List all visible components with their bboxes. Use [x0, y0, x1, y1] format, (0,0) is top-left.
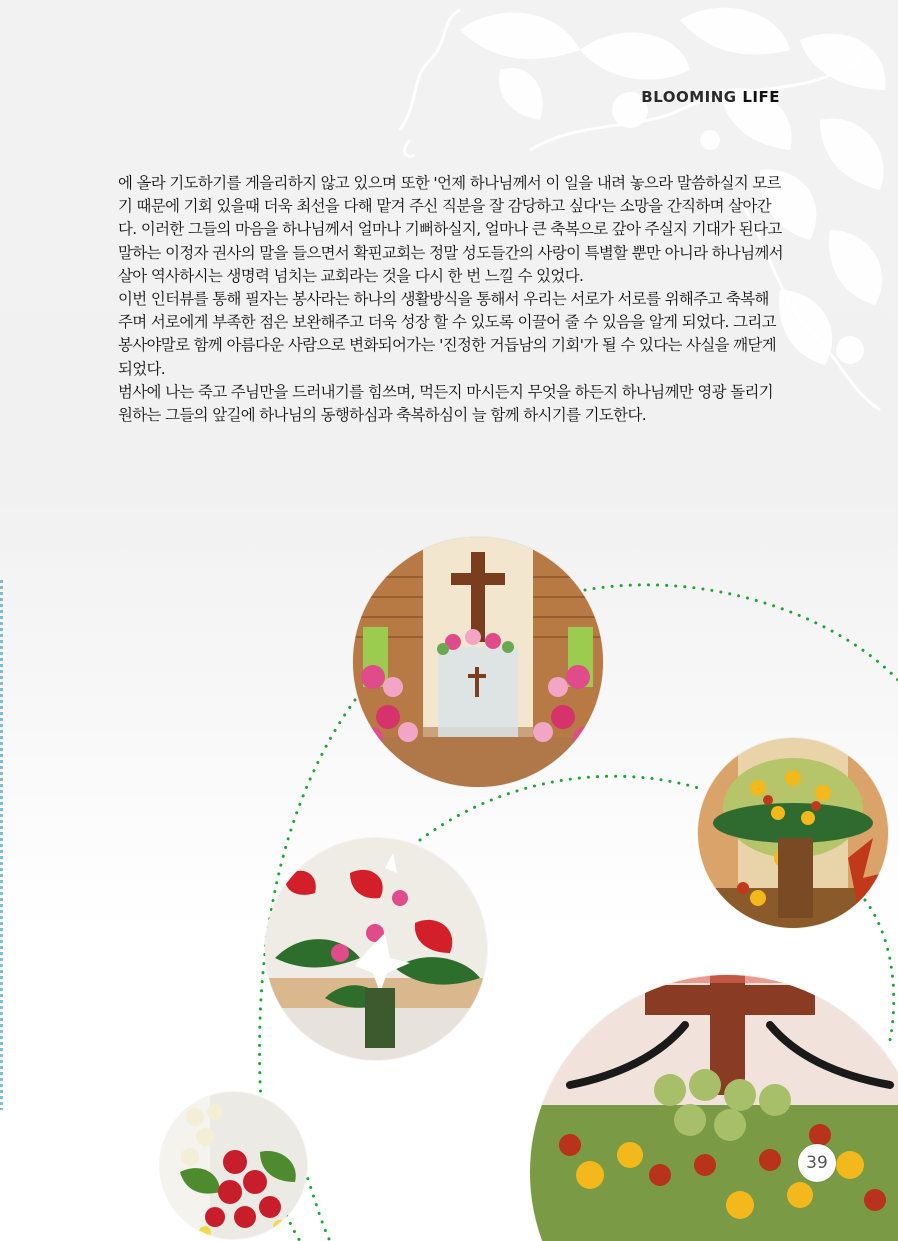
sunflower-illustration: [698, 738, 888, 928]
anthurium-lily-illustration: [265, 838, 487, 1060]
red-rose-arrangement-photo: [160, 1092, 307, 1239]
page-number: 39: [798, 1144, 836, 1182]
section-title-life: LIFE: [742, 88, 780, 106]
red-rose-illustration: [160, 1092, 307, 1239]
anthurium-lily-arrangement-photo: [265, 838, 487, 1060]
sunflower-arrangement-photo: [698, 738, 888, 928]
article-paragraph: 이번 인터뷰를 통해 필자는 봉사라는 하나의 생활방식을 통해서 우리는 서로가 서로를 위해주고 축복해 주며 서로에게 부족한 점은 보완해주고 더욱 성장 할 수 있도록 이끌어 줄 수 있음을 알게 되었다. 그리고 봉사야말로 함께 아름다운 사람으로 변화되어가는 '진정한 거듭남의 기회'가 될 수 있다는 사실을 깨닫게 되었다.: [118, 290, 776, 378]
article-paragraph: 범사에 나는 죽고 주님만을 드러내기를 힘쓰며, 먹든지 마시든지 무엇을 하든지 하나님께만 영광 돌리기 원하는 그들의 앞길에 하나님의 동행하심과 축복하심이 늘 함께 하시기를 기도한다.: [118, 382, 774, 425]
altar-cross-illustration: [353, 537, 603, 787]
article-paragraph: 에 올라 기도하기를 게을리하지 않고 있으며 또한 '언제 하나님께서 이 일을 내려 놓으라 말씀하실지 모르기 때문에 기회 있을때 더욱 최선을 다해 맡겨 주신 직분을 잘 감당하고 싶다'는 소망을 간직하며 살아간다. 이러한 그들의 마음을 하나님께서 얼마나 기뻐하실지, 얼마나 큰 축복으로 갚아 주실지 기대가 된다고 말하는 이정자 권사의 말을 들으면서 확핀교회는 정말 성도들간의 사랑이 특별할 뿐만 아니라 하나님께서 살아 역사하시는 생명력 넘치는 교회라는 것을 다시 한 번 느낄 수 있었다.: [118, 174, 784, 285]
section-title-blooming: BLOOMING: [641, 88, 737, 106]
altar-cross-photo: [353, 537, 603, 787]
